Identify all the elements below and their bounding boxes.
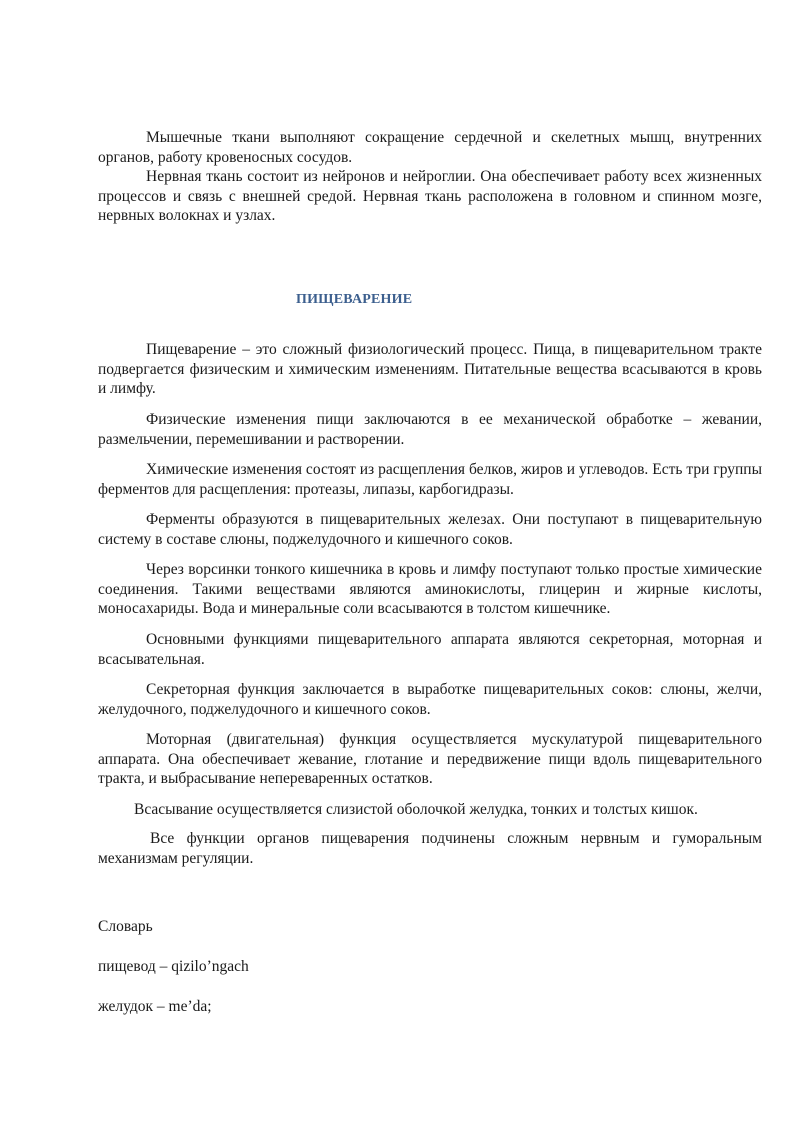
paragraph-regulation: Все функции органов пищеварения подчинены сложным нервным и гуморальным механизмам регуляции. bbox=[98, 830, 762, 867]
paragraph-motor-function: Моторная (двигательная) функция осуществляется мускулатурой пищеварительного аппарата. Она обеспечивает жевание, глотание и передвижение пищи вдоль пищеварительного тракта, и выбрасывание непереваренных остатков. bbox=[98, 731, 762, 787]
paragraph-nerve-tissue: Нервная ткань состоит из нейронов и нейроглии. Она обеспечивает работу всех жизненных процессов и связь с внешней средой. Нервная ткань расположена в головном и спинном мозге, нервных волокнах и узлах. bbox=[98, 168, 762, 224]
paragraph-chemical-changes: Химические изменения состоят из расщепления белков, жиров и углеводов. Есть три группы ферментов для расщепления: протеазы, липазы, карбогидразы. bbox=[98, 461, 762, 498]
paragraph-digestion-intro: Пищеварение – это сложный физиологический процесс. Пища, в пищеварительном тракте подвергается физическим и химическим изменениям. Питательные вещества всасываются в кровь и лимфу. bbox=[98, 341, 762, 397]
glossary-entry: желудок – me’da; bbox=[98, 998, 212, 1015]
paragraph-muscle-tissue: Мышечные ткани выполняют сокращение сердечной и скелетных мышц, внутренних органов, работу кровеносных сосудов. bbox=[98, 129, 762, 166]
glossary-heading: Словарь bbox=[98, 918, 153, 935]
section-title: ПИЩЕВАРЕНИЕ bbox=[296, 292, 413, 307]
paragraph-main-functions: Основными функциями пищеварительного аппарата являются секреторная, моторная и всасывательная. bbox=[98, 631, 762, 668]
paragraph-absorption: Всасывание осуществляется слизистой оболочкой желудка, тонких и толстых кишок. bbox=[134, 801, 698, 818]
paragraph-secretory-function: Секреторная функция заключается в выработке пищеварительных соков: слюны, желчи, желудочного, поджелудочного и кишечного соков. bbox=[98, 681, 762, 718]
glossary-entry: пищевод – qizilo’ngach bbox=[98, 958, 249, 975]
paragraph-physical-changes: Физические изменения пищи заключаются в ее механической обработке – жевании, размельчении, перемешивании и растворении. bbox=[98, 411, 762, 448]
paragraph-absorption-villi: Через ворсинки тонкого кишечника в кровь и лимфу поступают только простые химические соединения. Такими веществами являются аминокислоты, глицерин и жирные кислоты, моносахариды. Вода и минеральные соли всасываются в толстом кишечнике. bbox=[98, 561, 762, 617]
paragraph-enzymes: Ферменты образуются в пищеварительных железах. Они поступают в пищеварительную систему в составе слюны, поджелудочного и кишечного соков. bbox=[98, 511, 762, 548]
